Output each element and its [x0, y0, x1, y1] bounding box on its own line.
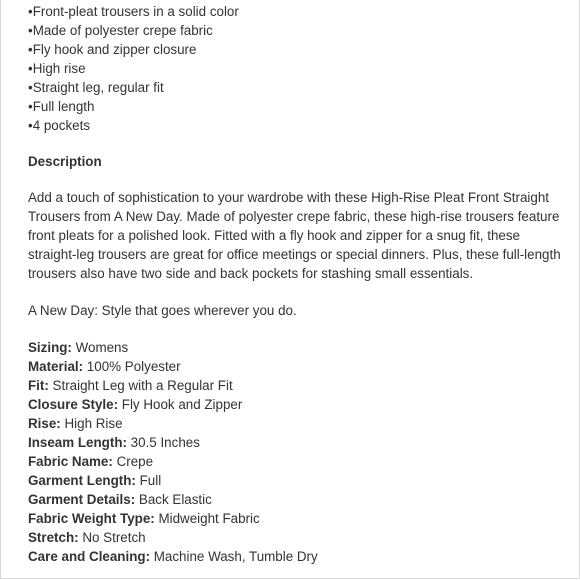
spec-row	[28, 490, 568, 509]
spec-value: Back Elastic	[135, 492, 212, 507]
description-line: trousers also have two side and back pockets for stashing small essentials.	[28, 266, 474, 281]
spec-value: High Rise	[60, 416, 123, 431]
description-line: straight-leg trousers are great for office meetings or special dinners. Plus, these full-length	[28, 247, 561, 262]
spec-row	[28, 395, 568, 414]
spec-row	[28, 338, 568, 357]
spec-row	[28, 547, 568, 566]
spec-label: Fit:	[28, 378, 49, 393]
spec-label: Garment Details:	[28, 492, 136, 507]
spec-label: Inseam Length:	[28, 435, 127, 450]
spec-label: Closure Style:	[28, 397, 119, 412]
highlight-item: •Front-pleat trousers in a solid color	[28, 4, 239, 19]
spec-value: 30.5 Inches	[126, 435, 200, 450]
spec-value: Crepe	[112, 454, 154, 469]
description-paragraph	[28, 188, 568, 283]
description-line: Trousers from A New Day. Made of polyester crepe fabric, these high-rise trousers feature	[28, 209, 560, 224]
spec-value: 100% Polyester	[83, 359, 181, 374]
spec-label: Stretch:	[28, 530, 79, 545]
specifications-list	[28, 338, 568, 566]
spec-label: Garment Length:	[28, 473, 136, 488]
spec-row	[28, 528, 568, 547]
highlight-item: •Made of polyester crepe fabric	[28, 23, 213, 38]
description-line: front pleats for a polished look. Fitted with a fly hook and zipper for a snug fit, these	[28, 228, 521, 243]
highlight-item: •Straight leg, regular fit	[28, 80, 164, 95]
spec-value: Midweight Fabric	[154, 511, 260, 526]
spec-row	[28, 471, 568, 490]
spec-row	[28, 357, 568, 376]
spec-value: Fly Hook and Zipper	[118, 397, 243, 412]
spec-label: Material:	[28, 359, 84, 374]
spec-row	[28, 452, 568, 471]
spec-value: Womens	[71, 340, 129, 355]
description-line: Add a touch of sophistication to your wardrobe with these High-Rise Pleat Front Straight	[28, 190, 550, 205]
spec-value: Machine Wash, Tumble Dry	[150, 549, 318, 564]
spec-row	[28, 414, 568, 433]
description-heading: Description	[28, 154, 102, 169]
brand-tagline: A New Day: Style that goes wherever you do.	[28, 303, 297, 318]
spec-label: Care and Cleaning:	[28, 549, 151, 564]
highlight-item: •Full length	[28, 99, 95, 114]
highlight-item: •Fly hook and zipper closure	[28, 42, 197, 57]
spec-label: Sizing:	[28, 340, 72, 355]
spec-value: No Stretch	[78, 530, 146, 545]
spec-value: Full	[135, 473, 162, 488]
highlights-list	[28, 2, 568, 135]
spec-row	[28, 433, 568, 452]
highlight-item: •High rise	[28, 61, 86, 76]
product-details-content	[28, 2, 568, 566]
spec-row	[28, 509, 568, 528]
spec-label: Rise:	[28, 416, 61, 431]
spec-row	[28, 376, 568, 395]
spec-label: Fabric Weight Type:	[28, 511, 155, 526]
spec-label: Fabric Name:	[28, 454, 113, 469]
highlight-item: •4 pockets	[28, 118, 91, 133]
spec-value: Straight Leg with a Regular Fit	[48, 378, 233, 393]
